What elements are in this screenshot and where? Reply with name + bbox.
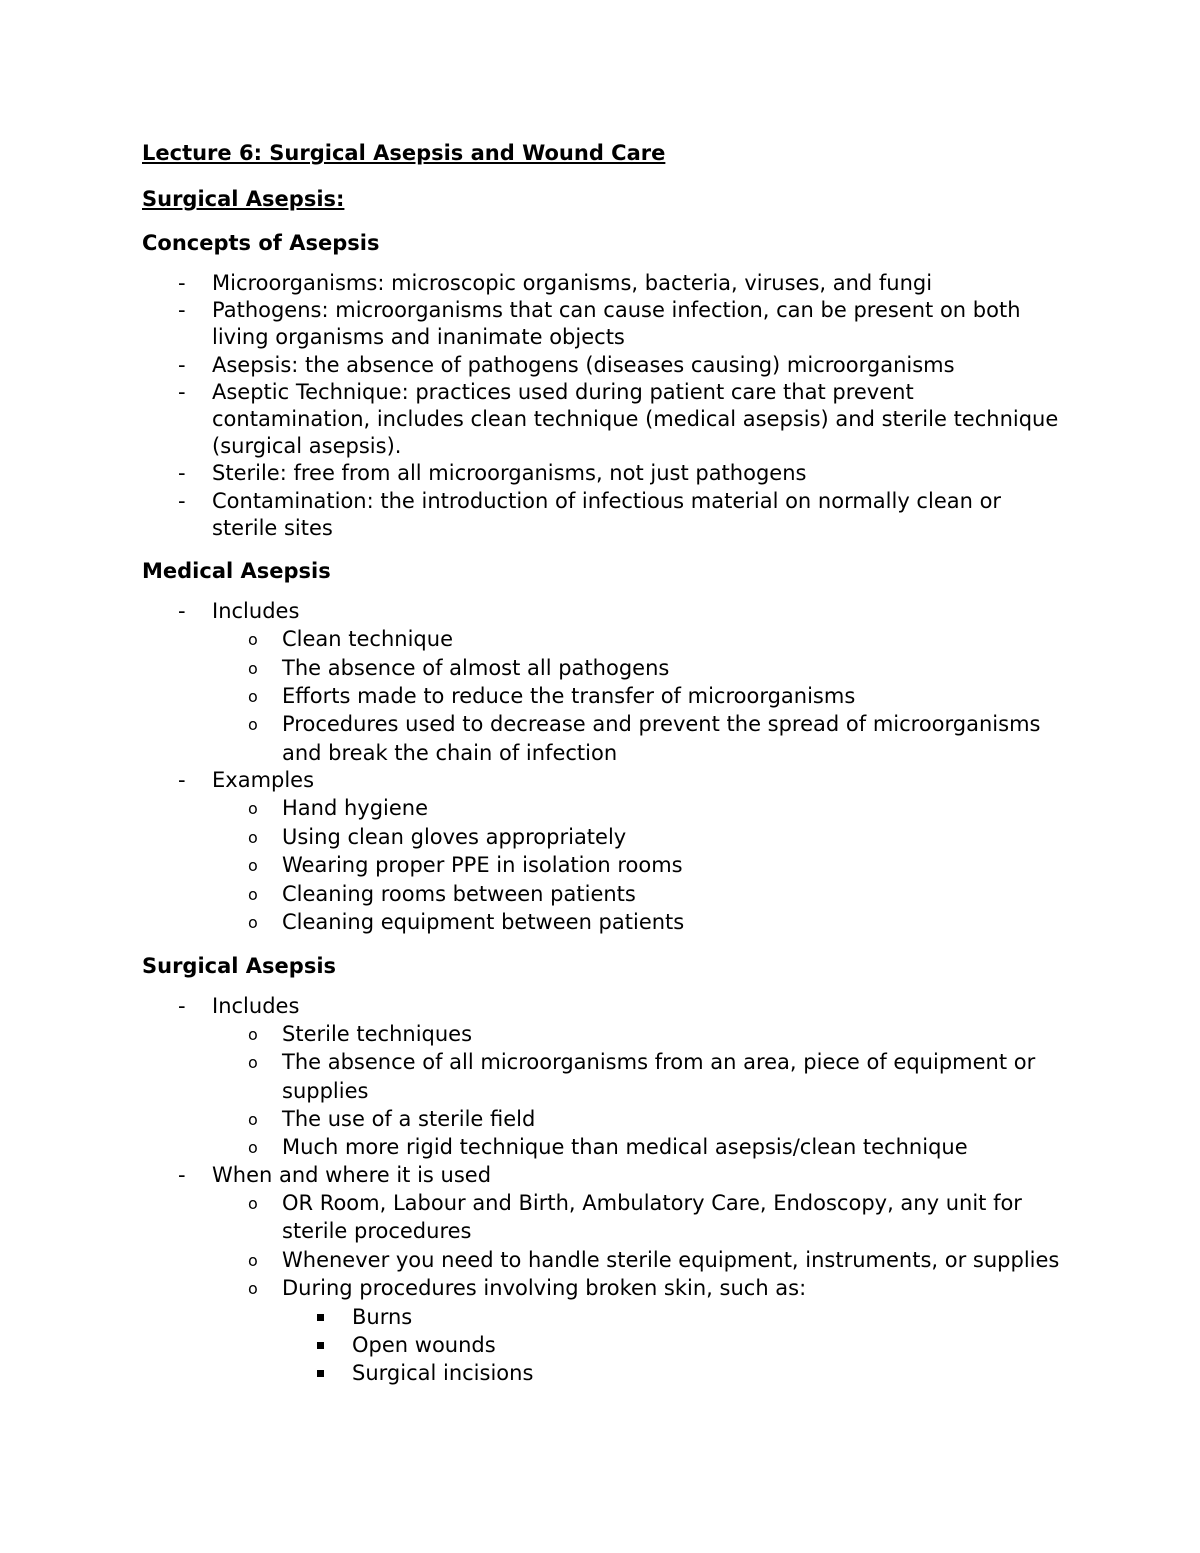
list-item: o The use of a sterile field bbox=[282, 1105, 1062, 1133]
circle-bullet: o bbox=[248, 1138, 258, 1158]
dash-bullet: - bbox=[178, 599, 186, 624]
list-item: - Includes o Clean technique o The absence of almost all pathogens o Efforts made to reduce the transfer of microorganisms o Procedures used to decrease and prevent the spread of microorganisms and break the chain of infection bbox=[212, 598, 1062, 767]
surgical-asepsis-heading: Surgical Asepsis bbox=[142, 953, 337, 978]
list-item: Open wounds bbox=[352, 1331, 1062, 1359]
circle-bullet: o bbox=[248, 715, 258, 735]
document-page bbox=[142, 138, 1062, 1402]
list-item: o Hand hygiene bbox=[282, 794, 1062, 822]
circle-bullet: o bbox=[248, 630, 258, 650]
list-item: o The absence of almost all pathogens bbox=[282, 654, 1062, 682]
list-item: - Contamination: the introduction of infectious material on normally clean or sterile sites bbox=[178, 488, 1002, 540]
dash-bullet: - bbox=[178, 461, 186, 486]
dash-bullet: - bbox=[178, 1162, 186, 1187]
list-item: o The absence of all microorganisms from an area, piece of equipment or supplies bbox=[248, 1050, 1036, 1103]
list-item: o OR Room, Labour and Birth, Ambulatory Care, Endoscopy, any unit for sterile procedures bbox=[248, 1190, 1022, 1244]
list-item: Surgical incisions bbox=[352, 1359, 1062, 1387]
circle-bullet: o bbox=[248, 913, 258, 933]
section-title: Surgical Asepsis: bbox=[142, 187, 345, 211]
list-item: o Sterile techniques bbox=[282, 1020, 1062, 1048]
list-item: o Efforts made to reduce the transfer of microorganisms bbox=[282, 682, 1062, 710]
list-item: - Microorganisms: microscopic organisms, bacteria, viruses, and fungi bbox=[212, 270, 1062, 297]
medical-examples-list bbox=[212, 794, 1062, 936]
square-bullet bbox=[317, 1342, 324, 1349]
circle-bullet: o bbox=[248, 1279, 258, 1299]
list-item: Burns bbox=[352, 1303, 1062, 1331]
dash-bullet: - bbox=[178, 352, 186, 377]
dash-bullet: - bbox=[178, 271, 186, 295]
page-title: Lecture 6: Surgical Asepsis and Wound Care bbox=[142, 141, 666, 165]
list-item: o Using clean gloves appropriately bbox=[282, 823, 1062, 851]
list-item: o Procedures used to decrease and prevent the spread of microorganisms and break the chain of infection bbox=[248, 712, 1041, 765]
concepts-heading: Concepts of Asepsis bbox=[142, 231, 380, 255]
list-item: o Much more rigid technique than medical asepsis/clean technique bbox=[282, 1133, 1062, 1161]
circle-bullet: o bbox=[248, 687, 258, 707]
dash-bullet: - bbox=[178, 488, 186, 513]
circle-bullet: o bbox=[248, 658, 258, 678]
circle-bullet: o bbox=[248, 856, 258, 876]
surgical-includes-list bbox=[212, 1020, 1062, 1162]
square-bullet bbox=[317, 1370, 324, 1377]
list-item: o Wearing proper PPE in isolation rooms bbox=[282, 851, 1062, 879]
list-item: - Includes o Sterile techniques o The absence of all microorganisms from an area, piece of equipment or supplies o The use of a sterile field o Much more rigid technique than medical asepsis/clean technique bbox=[212, 993, 1062, 1162]
surgical-asepsis-list bbox=[142, 993, 1062, 1388]
medical-asepsis-list bbox=[142, 598, 1062, 936]
medical-includes-list bbox=[212, 625, 1062, 767]
list-item: - Sterile: free from all microorganisms, not just pathogens bbox=[212, 460, 1062, 487]
circle-bullet: o bbox=[248, 1193, 258, 1213]
dash-bullet: - bbox=[178, 379, 186, 404]
circle-bullet: o bbox=[248, 1109, 258, 1129]
square-bullet bbox=[317, 1314, 324, 1321]
circle-bullet: o bbox=[248, 884, 258, 904]
list-item: o Whenever you need to handle sterile equipment, instruments, or supplies bbox=[282, 1246, 1062, 1274]
circle-bullet: o bbox=[248, 827, 258, 847]
medical-asepsis-heading: Medical Asepsis bbox=[142, 559, 331, 584]
concepts-list bbox=[142, 270, 1062, 542]
dash-bullet: - bbox=[178, 993, 186, 1018]
dash-bullet: - bbox=[178, 768, 186, 793]
circle-bullet: o bbox=[248, 1024, 258, 1044]
list-item: o During procedures involving broken skin, such as: Burns Open wounds Surgical incisions bbox=[282, 1274, 1062, 1388]
broken-skin-list bbox=[282, 1303, 1062, 1388]
list-item: - Pathogens: microorganisms that can cause infection, can be present on both living organisms and inanimate objects bbox=[178, 298, 1021, 350]
circle-bullet: o bbox=[248, 1250, 258, 1270]
circle-bullet: o bbox=[248, 799, 258, 819]
circle-bullet: o bbox=[248, 1053, 258, 1073]
list-item: - Examples o Hand hygiene o Using clean gloves appropriately o Wearing proper PPE in isolation rooms o Cleaning rooms between patients o Cleaning equipment between patients bbox=[212, 767, 1062, 936]
list-item: o Cleaning rooms between patients bbox=[282, 880, 1062, 908]
dash-bullet: - bbox=[178, 298, 186, 323]
surgical-when-list bbox=[212, 1189, 1062, 1388]
list-item: - Asepsis: the absence of pathogens (diseases causing) microorganisms bbox=[212, 352, 1062, 379]
list-item: - Aseptic Technique: practices used during patient care that prevent contamination, includes clean technique (medical asepsis) and sterile technique (surgical asepsis). bbox=[178, 379, 1059, 459]
list-item: - When and where it is used o OR Room, Labour and Birth, Ambulatory Care, Endoscopy, any unit for sterile procedures o Whenever you need to handle sterile equipment, instruments, or supplies o During procedures involving broken skin, such as: Burns Open wounds Surgical incisions bbox=[212, 1162, 1062, 1388]
list-item: o Clean technique bbox=[282, 625, 1062, 653]
list-item: o Cleaning equipment between patients bbox=[282, 908, 1062, 936]
